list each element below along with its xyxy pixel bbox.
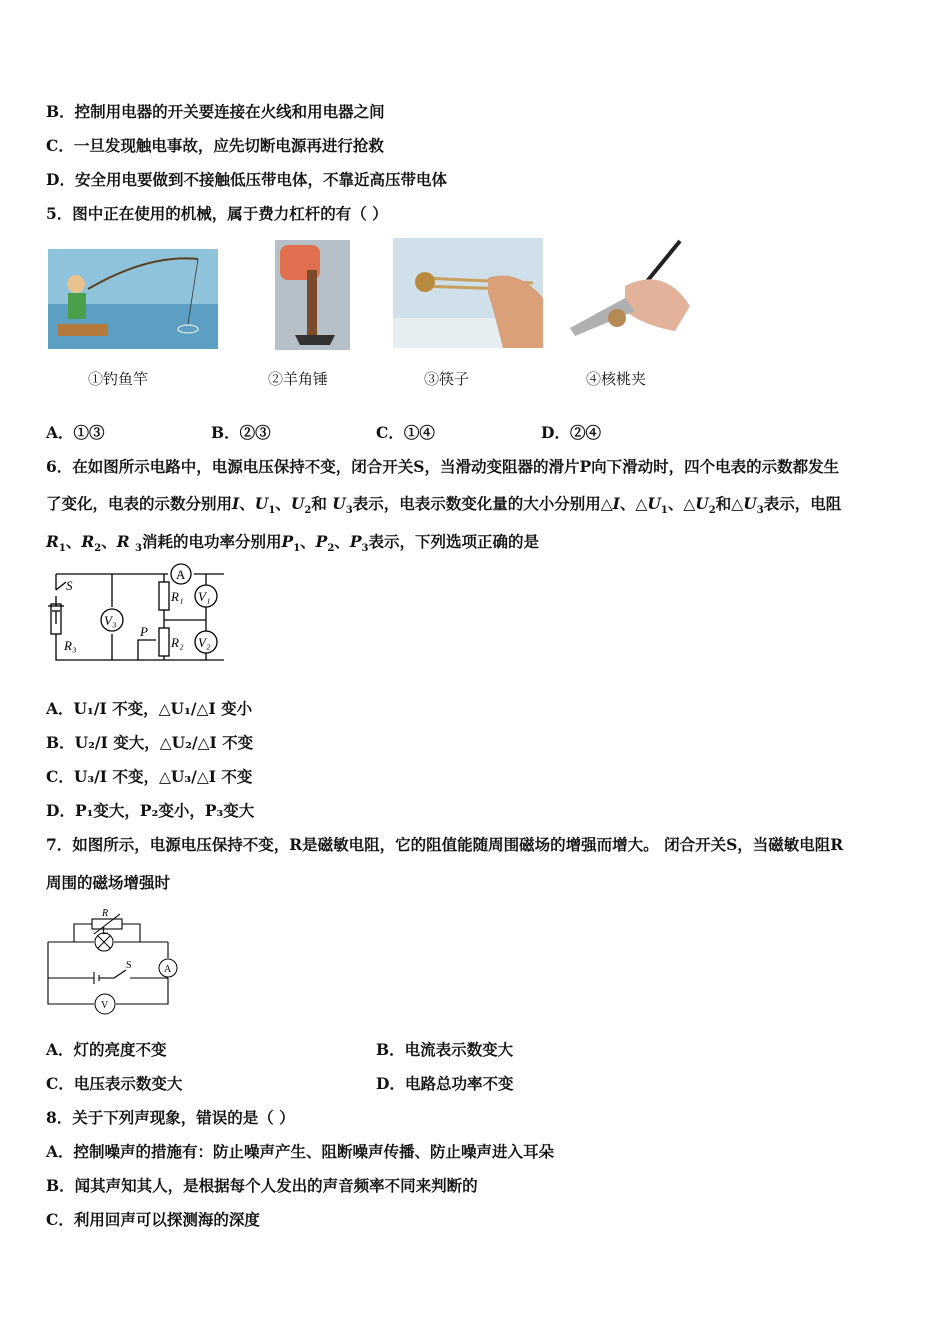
svg-text:V₂: V₂ — [198, 635, 211, 650]
q7-circuit-diagram — [44, 904, 184, 1020]
q7-option-a: A．灯的亮度不变 — [46, 1040, 167, 1059]
q7-option-c: C．电压表示数变大 — [46, 1074, 183, 1093]
svg-text:A: A — [176, 567, 186, 582]
svg-text:V₁: V₁ — [198, 589, 211, 604]
q7-stem-line2: 周围的磁场增强时 — [46, 873, 171, 892]
svg-text:R₂: R₂ — [171, 635, 184, 650]
svg-text:V₃: V₃ — [104, 613, 117, 628]
q8-option-a: A．控制噪声的措施有：防止噪声产生、阻断噪声传播、防止噪声进入耳朵 — [46, 1142, 555, 1161]
q5-option-c: C．①④ — [376, 423, 435, 442]
q7-option-b: B．电流表示数变大 — [376, 1040, 514, 1059]
caption-chopsticks: ③筷子 — [424, 370, 470, 388]
claw-hammer-image — [275, 240, 350, 350]
caption-fishing-rod: ①钓鱼竿 — [88, 370, 149, 388]
q6-option-b: B．U₂/I 变大，△U₂/△I 不变 — [46, 733, 254, 752]
svg-text:P: P — [140, 624, 148, 639]
q8-option-c: C．利用回声可以探测海的深度 — [46, 1210, 260, 1229]
q6-option-d: D．P₁变大，P₂变小，P₃变大 — [46, 801, 255, 820]
q6-stem-line2: 了变化，电表的示数分别用I、$U_1$、$U_2$和 $U_3$表示，电表示数变化量的大小分别用△I、$\triangle U_1$、$\triangle U_2$和$\triangle U_3$表示，电阻 — [46, 494, 842, 517]
q5-option-a: A．①③ — [46, 423, 105, 442]
q6-option-a: A．U₁/I 不变，△U₁/△I 变小 — [46, 699, 253, 718]
q4-option-b: B．控制用电器的开关要连接在火线和用电器之间 — [46, 102, 385, 121]
caption-claw-hammer: ②羊角锤 — [268, 370, 329, 388]
caption-nutcracker: ④核桃夹 — [586, 370, 647, 388]
q6-option-c: C．U₃/I 不变，△U₃/△I 不变 — [46, 767, 253, 786]
nutcracker-image — [565, 236, 695, 348]
svg-text:R: R — [102, 908, 109, 919]
svg-text:V: V — [101, 1000, 109, 1011]
q5-option-b: B．②③ — [211, 423, 271, 442]
q8-stem: 8．关于下列声现象，错误的是（ ） — [46, 1108, 295, 1127]
svg-text:R₁: R₁ — [171, 589, 184, 604]
svg-text:S: S — [66, 578, 73, 593]
q8-option-b: B．闻其声知其人，是根据每个人发出的声音频率不同来判断的 — [46, 1176, 478, 1195]
q7-option-d: D．电路总功率不变 — [376, 1074, 514, 1093]
q6-circuit-diagram — [44, 562, 224, 674]
svg-text:L: L — [102, 926, 109, 937]
chopsticks-image — [393, 238, 543, 348]
q4-option-c: C．一旦发现触电事故，应先切断电源再进行抢救 — [46, 136, 384, 155]
fishing-rod-image — [48, 249, 218, 349]
svg-text:S: S — [126, 960, 132, 971]
q5-option-d: D．②④ — [541, 423, 601, 442]
q6-stem-line3: $R_1$、$R_2$、R $_3$消耗的电功率分别用$P_1$、$P_2$、$P_3$表示，下列选项正确的是 — [46, 532, 539, 555]
q4-option-d: D．安全用电要做到不接触低压带电体，不靠近高压带电体 — [46, 170, 447, 189]
q7-stem-line1: 7．如图所示，电源电压保持不变，R是磁敏电阻，它的阻值能随周围磁场的增强而增大。 闭合开关S，当磁敏电阻R — [46, 835, 844, 854]
q5-stem: 5．图中正在使用的机械，属于费力杠杆的有（ ） — [46, 204, 388, 223]
q6-stem-line1: 6．在如图所示电路中，电源电压保持不变，闭合开关S，当滑动变阻器的滑片P向下滑动时，四个电表的示数都发生 — [46, 457, 840, 476]
svg-text:A: A — [164, 964, 172, 975]
svg-text:R₃: R₃ — [64, 638, 77, 653]
